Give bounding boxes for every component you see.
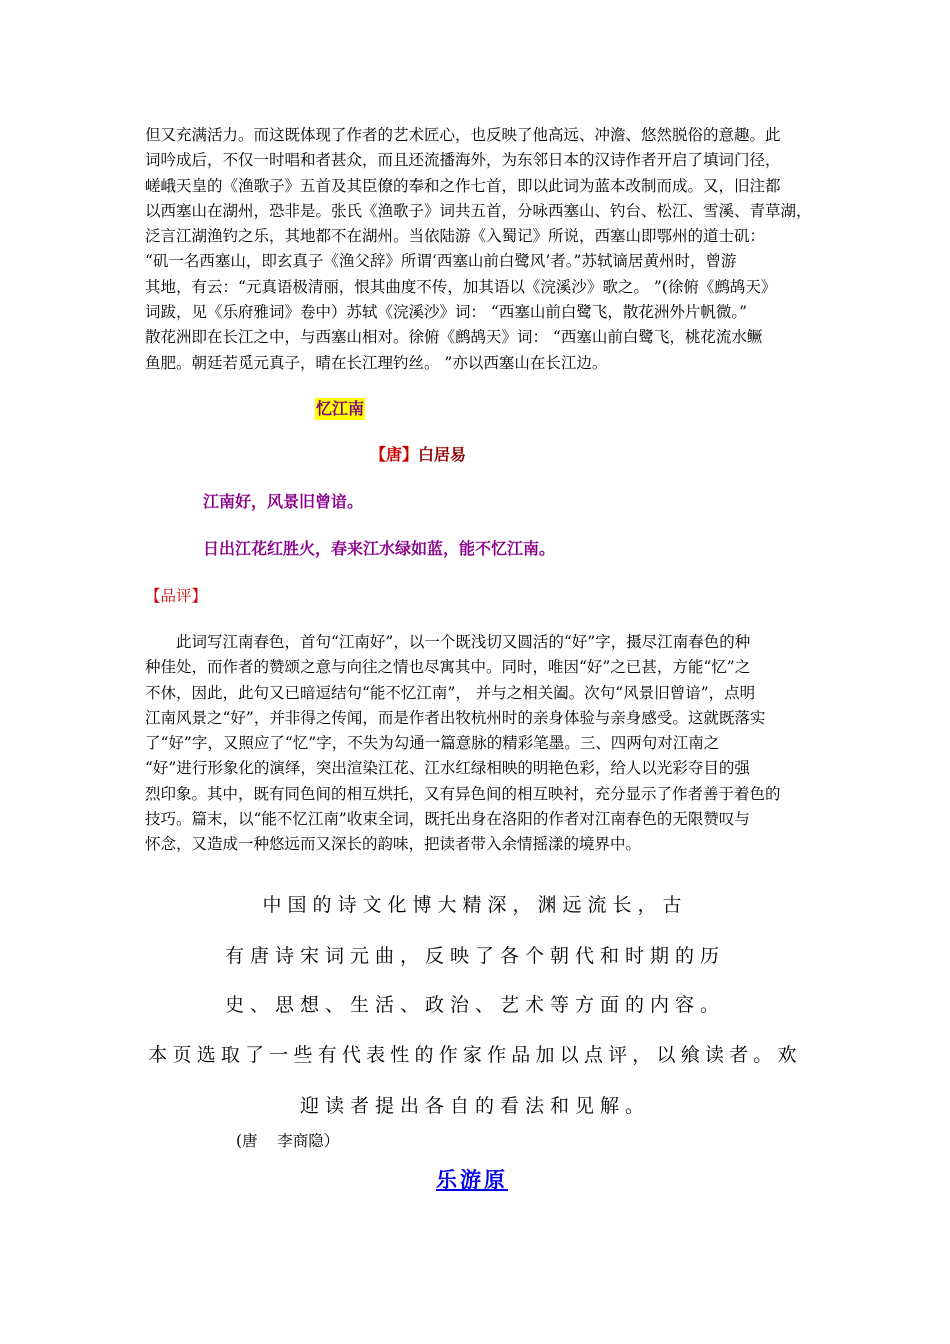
text-line: 词跋，见《乐府雅词》卷中）苏轼《浣溪沙》词： “西塞山前白鹭飞，散花洲外片帆微。” (145, 303, 748, 322)
text-line: 但又充满活力。而这既体现了作者的艺术匠心，也反映了他高远、冲澹、悠然脱俗的意趣。此 (145, 126, 781, 144)
author-name: 白居易 (418, 445, 467, 464)
text-line: 其地，有云：“元真语极清丽，恨其曲度不传，加其语以《浣溪沙》歌之。 ”(徐俯《鹧鸪天》 (145, 277, 777, 296)
text-line: 此词写江南春色，首句“江南好”，以一个既浅切又圆活的“好”字，摄尽江南春色的种 (176, 633, 751, 651)
text-line: 嵯峨天皇的《渔歌子》五首及其臣僚的奉和之作七首，即以此词为蓝本改制而成。又，旧注都 (145, 176, 781, 195)
text-line: 江南风景之“好”，并非得之传闻，而是作者出牧杭州时的亲身体验与亲身感受。这就既落实 (145, 708, 766, 727)
poem-title: 忆江南 (316, 399, 365, 418)
poem-author (370, 444, 466, 466)
text-line: 鱼肥。朝廷若觅元真子，晴在长江理钓丝。 ”亦以西塞山在长江边。 (145, 353, 608, 372)
text-line: 技巧。篇末，以“能不忆江南”收束全词，既托出身在洛阳的作者对江南春色的无限赞叹与 (145, 810, 750, 829)
poem-line: 江南好，风景旧曾谙。 (203, 492, 364, 511)
commentary-paragraph (145, 123, 810, 376)
poem-attribution: (唐 李商隐） (236, 1132, 340, 1150)
dynasty-label: 【唐】 (370, 445, 419, 464)
text-line: “矶一名西塞山，即玄真子《渔父辞》所谓‘西塞山前白鹭风’者。”苏轼谪居黄州时，曾游 (145, 252, 737, 271)
intro-line: 中国的诗文化博大精深，渊远流长，古 (262, 894, 688, 916)
text-line: 了“好”字，又照应了“忆”字，不失为勾通一篇意脉的精彩笔墨。三、四两句对江南之 (145, 734, 720, 753)
text-line: 不休，因此，此句又已暗逗结句“能不忆江南”， 并与之相关阖。次句“风景旧曾谙”，点明 (145, 683, 756, 702)
text-line: 词吟成后，不仅一时唱和者甚众，而且还流播海外，为东邻日本的汉诗作者开启了填词门径， (145, 151, 781, 170)
text-line: 散花洲即在长江之中，与西塞山相对。徐俯《鹧鸪天》词： “西塞山前白鹭飞，桃花流水鳜 (145, 328, 763, 347)
intro-line: 史、思想、生活、政治、艺术等方面的内容。 (224, 994, 725, 1016)
text-line: 以西塞山在湖州，恐非是。张氏《渔歌子》词共五首，分咏西塞山、钓台、松江、雪溪、青草湖， (145, 201, 812, 220)
text-line: 泛言江湖渔钓之乐，其地都不在湖州。当依陆游《入蜀记》所说，西塞山即鄂州的道士矶： (145, 227, 766, 246)
poem-line: 日出江花红胜火，春来江水绿如蓝，能不忆江南。 (203, 539, 556, 558)
text-line: 烈印象。其中，既有同色间的相互烘托，又有异色间的相互映衬，充分显示了作者善于着色的 (145, 784, 781, 803)
text-line: “好”进行形象化的演绎，突出渲染江花、江水红绿相映的明艳色彩，给人以光彩夺目的强 (145, 759, 750, 778)
review-label: 【品评】 (145, 587, 208, 605)
text-line: 怀念，又造成一种悠远而又深长的韵味，把读者带入余情摇漾的境界中。 (145, 835, 642, 854)
next-poem-link[interactable]: 乐游原 (436, 1168, 508, 1192)
intro-line: 有唐诗宋词元曲，反映了各个朝代和时期的历 (224, 945, 725, 967)
intro-line: 迎读者提出各自的看法和见解。 (299, 1095, 650, 1117)
text-line: 种佳处，而作者的赞颂之意与向往之情也尽寓其中。同时，唯因“好”之已甚，方能“忆”之 (145, 658, 751, 677)
intro-line: 本页选取了一些有代表性的作家作品加以点评，以飨读者。欢 (148, 1044, 802, 1066)
review-paragraph (145, 630, 810, 858)
